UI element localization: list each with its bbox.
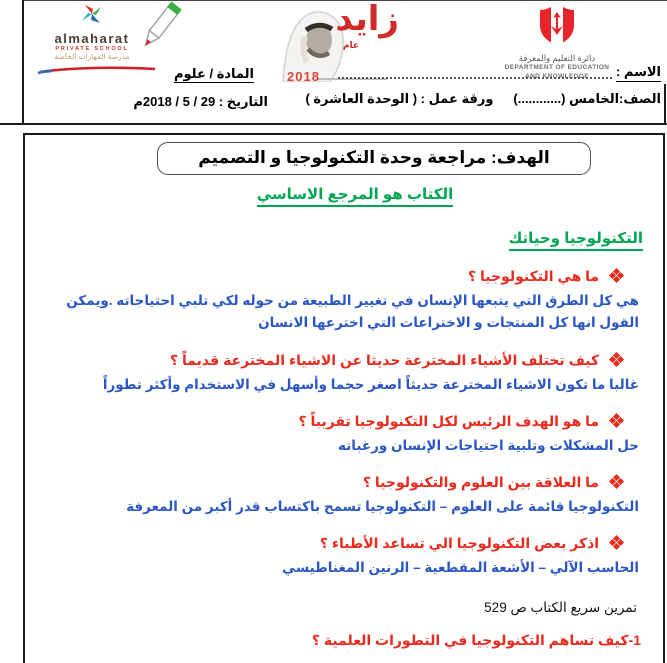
- question-4-text: ما العلاقة بين العلوم والتكنولوجيا ؟: [362, 474, 600, 491]
- question-3: [37, 413, 649, 430]
- subject-label: المادة / علوم: [174, 66, 254, 81]
- header-right-border: [664, 84, 666, 125]
- diamond-bullet-icon: [610, 475, 623, 488]
- date-label: التاريخ : 29 / 5 / 2018م: [133, 94, 268, 109]
- question-2-text: كيف تختلف الأشياء المخترعة حديثا عن الاشياء المخترعة قديماً ؟: [170, 351, 600, 368]
- question-4: [37, 474, 649, 491]
- objective-title: الهدف: مراجعة وحدة التكنولوجيا و التصميم: [157, 142, 591, 175]
- diamond-bullet-icon: [610, 414, 623, 427]
- question-1: [37, 268, 649, 285]
- question-5-text: اذكر بعض التكنولوجيا الي تساعد الأطباء ؟: [319, 535, 600, 552]
- worksheet-label: ورقة عمل : ( الوحدة العاشرة ): [305, 91, 494, 106]
- final-question: 1-كيف تساهم التكنولوجيا في التطورات العلمية ؟: [311, 631, 641, 648]
- zayed-year-word: عام: [342, 40, 359, 50]
- section-title: التكنولوجيا وحياتك: [509, 229, 643, 251]
- class-worksheet-row: [305, 91, 661, 107]
- pencil-icon: [128, 0, 190, 67]
- worksheet-body: [23, 133, 665, 663]
- diamond-bullet-icon: [610, 269, 623, 282]
- pinwheel-star-icon: [77, 14, 107, 31]
- student-name-row: [336, 64, 661, 82]
- diamond-bullet-icon: [610, 536, 623, 549]
- question-2: [37, 352, 649, 369]
- adek-shield-icon: [539, 33, 575, 50]
- question-1-text: ما هي التكنولوجيا ؟: [468, 268, 600, 284]
- worksheet-header: [0, 0, 667, 125]
- answer-2: غالبا ما تكون الاشياء المخترعة حديثاً اصغر حجما وأسهل في الاستخدام وأكثر تطوراً: [102, 376, 639, 392]
- reference-note-wrap: [49, 185, 661, 207]
- answer-1: هي كل الطرق التي يتبعها الإنسان في تغيير الطبيعة من حوله لكي تلبي احتياجاته .ويمكن القول انها كل المنتجات و الاختراعات التي اخترعها الانسان: [66, 293, 639, 331]
- school-name: almaharat: [54, 31, 130, 46]
- school-subtitle: PRIVATE SCHOOL: [55, 45, 129, 52]
- adek-name-arabic: دائرة التعليم والمعرفة: [518, 53, 596, 63]
- exercise-note: تمرين سريع الكتاب ص 529: [484, 599, 637, 615]
- question-3-text: ما هو الهدف الرئيس لكل التكنولوجيا تقريباً ؟: [298, 412, 600, 429]
- name-label: الاسم :: [616, 64, 661, 82]
- school-name-arabic: مدرسة المهارات الخاصة: [54, 52, 130, 62]
- question-5: [37, 535, 649, 552]
- name-dotted-line: [338, 77, 612, 79]
- diamond-bullet-icon: [610, 353, 623, 366]
- class-label: الصف:الخامس (............): [513, 91, 661, 106]
- answer-3: حل المشكلات وتلبية احتياجات الإنسان ورغباته: [338, 437, 639, 453]
- adek-name-english-1: DEPARTMENT OF EDUCATION: [504, 64, 610, 71]
- section-title-wrap: [37, 229, 649, 251]
- zayed-calligraphy: زايد: [335, 0, 399, 38]
- adek-name-english-2: AND KNOWLEDGE: [524, 72, 590, 80]
- answer-5: الحاسب الآلي – الأشعة المقطعية – الرنين المغناطيسي: [282, 560, 639, 576]
- zayed-year-number: 2018: [287, 69, 320, 84]
- reference-note: الكتاب هو المرجع الاساسي: [257, 185, 453, 207]
- answer-4: التكنولوجيا قائمة على العلوم – التكنولوجيا تسمح باكتساب قدر أكبر من المعرفة: [126, 499, 639, 515]
- header-left-border: [22, 0, 24, 125]
